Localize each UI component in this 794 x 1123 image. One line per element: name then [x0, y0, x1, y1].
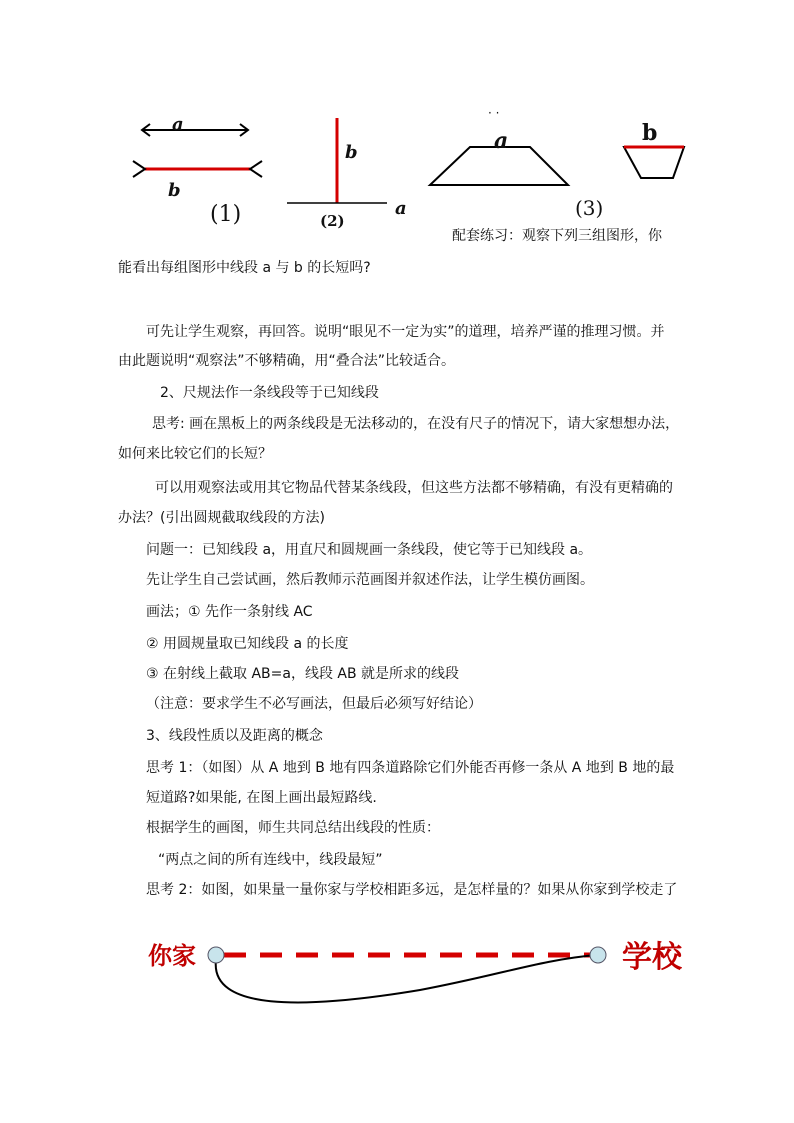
paragraph-7: 画法；① 先作一条射线 AC [146, 604, 313, 620]
figure1-group3 [430, 147, 684, 185]
heading-3: 3、线段性质以及距离的概念 [146, 728, 323, 744]
school-point [590, 947, 606, 963]
paragraph-4b: 办法？(引出圆规截取线段的方法) [118, 510, 325, 526]
label-b-3: b [642, 120, 658, 146]
home-label: 你家 [148, 941, 196, 970]
paragraph-3a: 思考: 画在黑板上的两条线段是无法移动的，在没有尺子的情况下，请大家想想办法， [152, 416, 680, 432]
caption-2: (2) [320, 212, 345, 230]
paragraph-11b: 短道路?如果能, 在图上画出最短路线. [146, 790, 377, 806]
label-b-1: b [168, 180, 181, 201]
figure2-group [208, 947, 606, 1002]
paragraph-5: 问题一：已知线段 a，用直尺和圆规画一条线段，使它等于已知线段 a。 [146, 542, 593, 558]
fork-left [133, 161, 145, 177]
paragraph-1b: 能看出每组图形中线段 a 与 b 的长短吗? [118, 260, 371, 276]
paragraph-2b: 由此题说明“观察法”不够精确，用“叠合法”比较适合。 [118, 353, 456, 369]
paragraph-9: ③ 在射线上截取 AB=a，线段 AB 就是所求的线段 [146, 666, 460, 682]
paragraph-8: ② 用圆规量取已知线段 a 的长度 [146, 636, 349, 652]
label-a-2: a [395, 198, 407, 219]
paragraph-14: 思考 2：如图，如果量一量你家与学校相距多远，是怎样量的？如果从你家到学校走了 [146, 882, 678, 898]
school-label: 学校 [622, 940, 682, 975]
label-a-3: a [494, 128, 509, 154]
paragraph-4a: 可以用观察法或用其它物品代替某条线段，但这些方法都不够精确，有没有更精确的 [155, 480, 673, 496]
heading-2: 2、尺规法作一条线段等于已知线段 [160, 385, 379, 401]
caption-1: (1) [210, 202, 242, 227]
label-a-1: a [172, 114, 184, 135]
paragraph-13: “两点之间的所有连线中，线段最短” [158, 852, 383, 868]
curved-path [216, 955, 596, 1002]
fork-right [250, 161, 262, 177]
figure1-group2 [287, 118, 387, 203]
paragraph-12: 根据学生的画图，师生共同总结出线段的性质： [146, 820, 440, 836]
label-b-2: b [345, 142, 358, 163]
trapezoid-small [624, 147, 684, 178]
top-dots: · · [488, 106, 500, 120]
home-point [208, 947, 224, 963]
paragraph-2a: 可先让学生观察，再回答。说明“眼见不一定为实”的道理，培养严谨的推理习惯。并 [146, 324, 665, 340]
paragraph-10: （注意：要求学生不必写画法，但最后必须写好结论） [146, 696, 482, 712]
paragraph-6: 先让学生自己尝试画，然后教师示范画图并叙述作法，让学生模仿画图。 [146, 572, 594, 588]
paragraph-3b: 如何来比较它们的长短？ [118, 446, 272, 462]
paragraph-11a: 思考 1：（如图）从 A 地到 B 地有四条道路除它们外能否再修一条从 A 地到 B 地的最 [146, 760, 675, 776]
caption-3: (3) [575, 196, 604, 220]
paragraph-1a: 配套练习：观察下列三组图形，你 [452, 228, 662, 244]
figure1-group1 [133, 124, 262, 177]
